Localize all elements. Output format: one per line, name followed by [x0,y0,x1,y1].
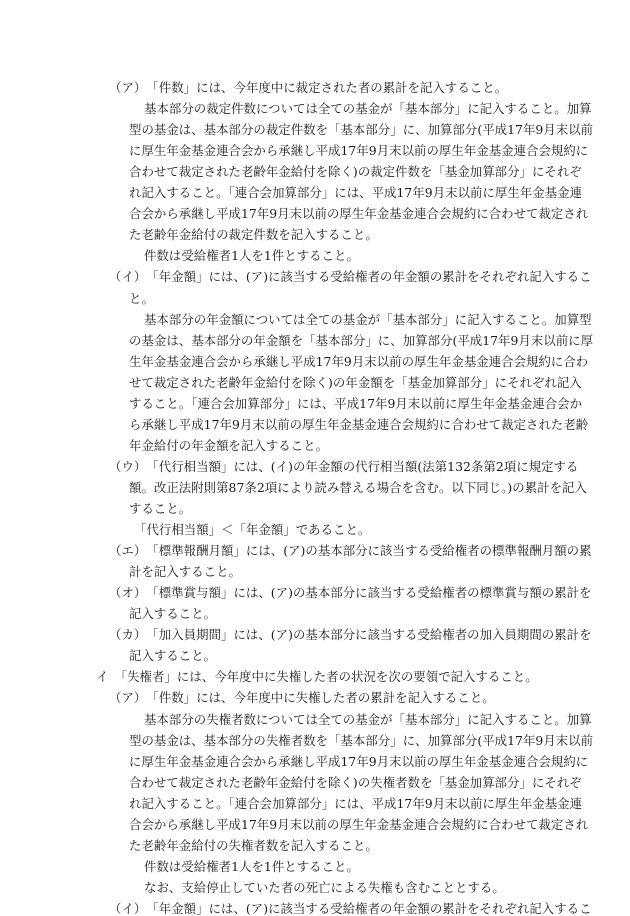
text-line: 合会から承継し平成17年9月末以前の厚生年金基金連合会規約に合わせて裁定され [129,206,589,221]
text-line: （イ） 「年金額」には、(ア)に該当する受給権者の年金額の累計をそれぞれ記入するこ [109,269,592,284]
text-line: の基金は、基本部分の年金額を「基本部分」に、加算部分(平成17年9月末以前に厚 [129,333,594,348]
text-line: 基本部分の年金額については全ての基金が「基本部分」に記入すること。加算型 [144,312,592,327]
text-line: （ア） 「件数」には、今年度中に失権した者の累計を記入すること。 [109,690,495,705]
text-line: （エ） 「標準報酬月額」には、(ア)の基本部分に該当する受給権者の標準報酬月額の累 [109,543,592,558]
text-line: （ア） 「件数」には、今年度中に裁定された者の累計を記入すること。 [109,80,508,95]
text-line: せて裁定された老齢年金給付を除く)の年金額を「基金加算部分」にそれぞれ記入 [129,375,582,390]
text-line: 計を記入すること。 [129,564,241,579]
text-line: （カ） 「加入員期間」には、(ア)の基本部分に該当する受給権者の加入員期間の累計を [109,627,592,642]
text-line: （ウ） 「代行相当額」には、(イ)の年金額の代行相当額(法第132条第2項に規定する [109,459,579,474]
text-line: 合わせて裁定された老齢年金給付を除く)の失権者数を「基金加算部分」にそれぞ [129,775,582,790]
text-line: れ記入すること。「連合会加算部分」には、平成17年9月末以前に厚生年金基金連 [129,796,583,811]
text-line: た老齢年金給付の裁定件数を記入すること。 [129,227,378,242]
text-line: ら承継し平成17年9月末以前の厚生年金基金連合会規約に合わせて裁定された老齢 [129,417,589,432]
text-line: イ 「失権者」には、今年度中に失権した者の状況を次の要領で記入すること。 [96,669,538,684]
text-line: 「代行相当額」＜「年金額」であること。 [134,522,371,537]
text-line: に厚生年金基金連合会から承継し平成17年9月末以前の厚生年金基金連合会規約に [129,143,589,158]
text-line: （オ） 「標準賞与額」には、(ア)の基本部分に該当する受給権者の標準賞与額の累計を [109,585,592,600]
text-line: 合会から承継し平成17年9月末以前の厚生年金基金連合会規約に合わせて裁定され [129,817,589,832]
text-line: 基本部分の失権者数については全ての基金が「基本部分」に記入すること。加算 [144,712,592,727]
text-line: 生年金基金連合会から承継し平成17年9月末以前の厚生年金基金連合会規約に合わ [129,354,589,369]
text-line: なお、支給停止していた者の死亡による失権も含むこととする。 [144,880,505,895]
text-line: 記入すること。 [129,606,217,621]
text-line: 型の基金は、基本部分の失権者数を「基本部分」に、加算部分(平成17年9月末以前 [129,733,594,748]
text-line: 額。改正法附則第87条2項により読み替える場合を含む。以下同じ。)の累計を記入 [129,480,587,495]
text-line: 型の基金は、基本部分の裁定件数を「基本部分」に、加算部分(平成17年9月末以前 [129,122,594,137]
text-line: すること。「連合会加算部分」には、平成17年9月末以前に厚生年金基金連合会か [129,396,583,411]
text-line: に厚生年金基金連合会から承継し平成17年9月末以前の厚生年金基金連合会規約に [129,754,589,769]
text-line: 件数は受給権者1人を1件とすること。 [144,859,359,874]
text-line: 記入すること。 [129,648,217,663]
text-line: と。 [129,291,154,306]
text-line: （イ） 「年金額」には、(ア)に該当する受給権者の年金額の累計をそれぞれ記入するこ [109,901,592,916]
text-line: 件数は受給権者1人を1件とすること。 [144,248,359,263]
text-line: 合わせて裁定された老齢年金給付を除く)の裁定件数を「基金加算部分」にそれぞ [129,164,582,179]
text-line: た老齢年金給付の失権者数を記入すること。 [129,838,378,853]
text-line: すること。 [129,501,192,516]
text-line: 年金給付の年金額を記入すること。 [129,438,329,453]
text-line: れ記入すること。「連合会加算部分」には、平成17年9月末以前に厚生年金基金連 [129,185,583,200]
text-line: 基本部分の裁定件数については全ての基金が「基本部分」に記入すること。加算 [144,101,592,116]
